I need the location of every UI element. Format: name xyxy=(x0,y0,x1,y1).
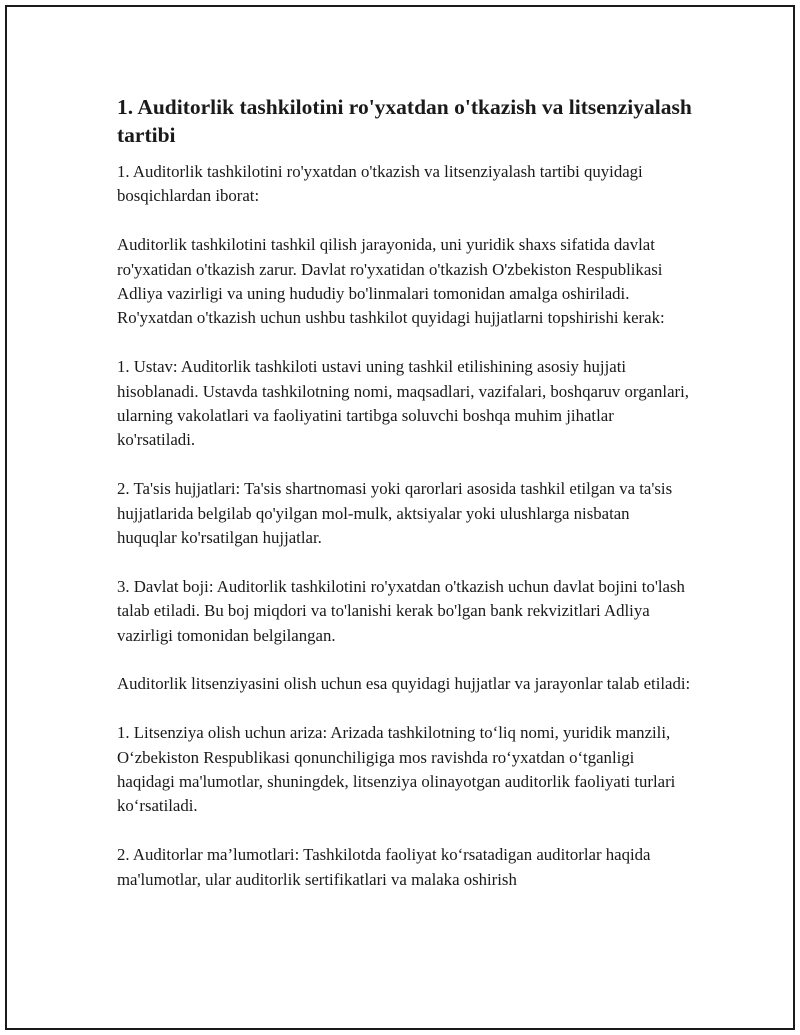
document-body xyxy=(117,93,692,916)
license-application-paragraph: 1. Litsenziya olish uchun ariza: Arizada tashkilotning to‘liq nomi, yuridik manzili, O‘zbekiston Respublikasi qonunchiligiga mos ravishda ro‘yxatdan o‘tganligi haqidagi ma'lumotlar, shuningdek, litsenziya olinayotgan auditorlik faoliyati turlari ko‘rsatiladi. xyxy=(117,723,676,816)
license-intro-paragraph: Auditorlik litsenziyasini olish uchun esa quyidagi hujjatlar va jarayonlar talab etiladi: xyxy=(117,674,691,694)
auditors-info-paragraph: 2. Auditorlar ma’lumotlari: Tashkilotda faoliyat ko‘rsatadigan auditorlar haqida ma'lumotlar, ular auditorlik sertifikatlari va malaka oshirish xyxy=(117,845,651,889)
state-fee-paragraph: 3. Davlat boji: Auditorlik tashkilotini ro'yxatdan o'tkazish uchun davlat bojini to'lash talab etiladi. Bu boj miqdori va to'lanishi kerak bo'lgan bank rekvizitlari Adliya vazirligi tomonidan belgilangan. xyxy=(117,576,685,645)
document-title: 1. Auditorlik tashkilotini ro'yxatdan o'tkazish va litsenziyalash tartibi xyxy=(117,95,692,147)
registration-paragraph: Auditorlik tashkilotini tashkil qilish jarayonida, uni yuridik shaxs sifatida davlat ro'yxatidan o'tkazish zarur. Davlat ro'yxatidan o'tkazish O'zbekiston Respublikasi Adliya vazirligi va uning hududiy bo'linmalari tomonidan amalga oshiriladi. Ro'yxatdan o'tkazish uchun ushbu tashkilot quyidagi hujjatlarni topshirishi kerak: xyxy=(117,235,665,328)
intro-paragraph: 1. Auditorlik tashkilotini ro'yxatdan o'tkazish va litsenziyalash tartibi quyidagi bosqichlardan iborat: xyxy=(117,162,643,206)
charter-paragraph: 1. Ustav: Auditorlik tashkiloti ustavi uning tashkil etilishining asosiy hujjati hisoblanadi. Ustavda tashkilotning nomi, maqsadlari, vazifalari, boshqaruv organlari, ularning vakolatlari va faoliyatini tartibga soluvchi boshqa muhim jihatlar ko'rsatiladi. xyxy=(117,357,689,450)
founding-documents-paragraph: 2. Ta'sis hujjatlari: Ta'sis shartnomasi yoki qarorlari asosida tashkil etilgan va ta'sis hujjatlarida belgilab qo'yilgan mol-mulk, aktsiyalar yoki ulushlarga nisbatan huquqlar ko'rsatilgan hujjatlar. xyxy=(117,479,673,548)
